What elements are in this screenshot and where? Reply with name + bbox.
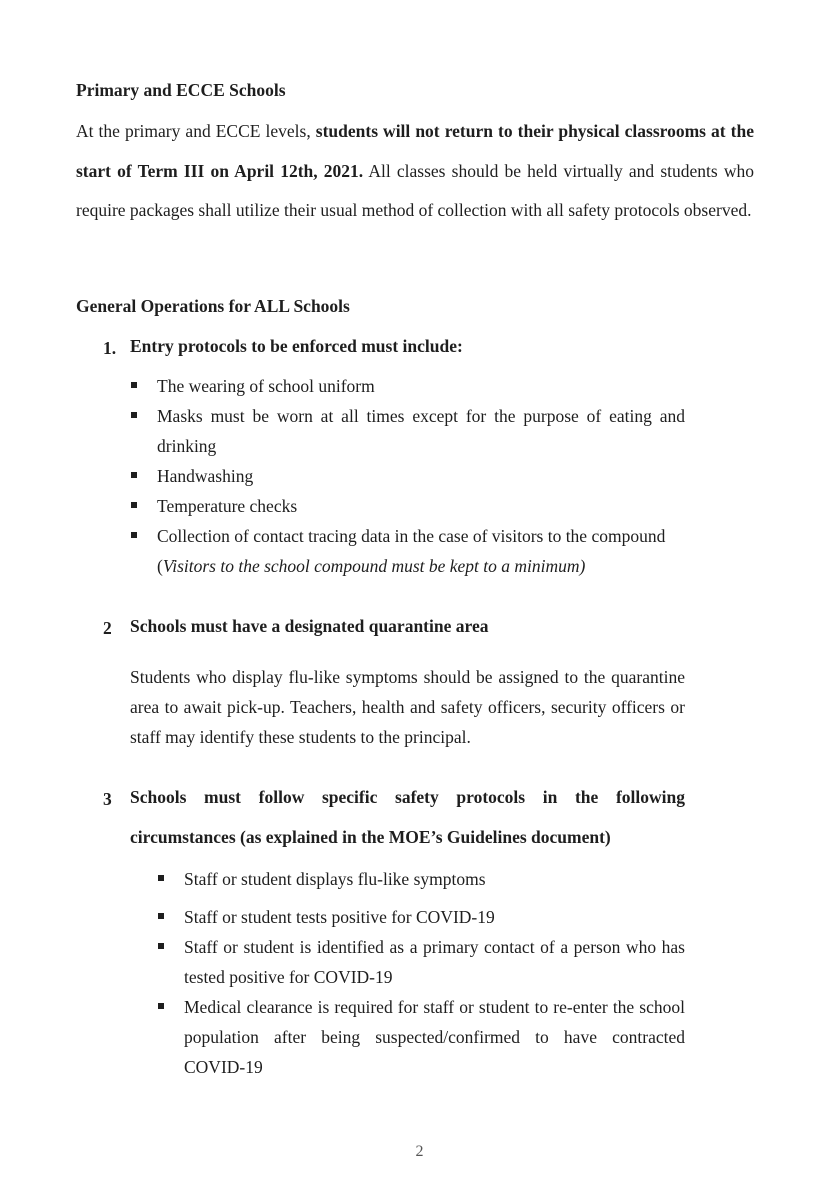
list-item: [157, 521, 685, 581]
item-number-3: 3: [103, 789, 112, 809]
safety-protocols-list: [184, 864, 685, 1082]
entry-protocols-list: [157, 371, 685, 581]
page-number: 2: [415, 1143, 424, 1160]
section-heading-general-operations: General Operations for ALL Schools: [76, 296, 350, 316]
item-title-entry-protocols: Entry protocols to be enforced must include:: [130, 336, 463, 356]
item-number-2: 2: [103, 618, 112, 638]
list-item: Staff or student tests positive for COVID-19: [184, 902, 685, 932]
list-item: The wearing of school uniform: [157, 371, 685, 401]
list-item: Staff or student displays flu-like symptoms: [184, 864, 685, 894]
list-item: Handwashing: [157, 461, 685, 491]
list-item: Masks must be worn at all times except for the purpose of eating and drinking: [157, 401, 685, 461]
quarantine-paragraph: Students who display flu-like symptoms should be assigned to the quarantine area to await pick-up. Teachers, health and safety officers, security officers or staff may identify these students to the principal.: [130, 667, 685, 747]
intro-text-start: At the primary and ECCE levels,: [76, 121, 316, 141]
item-number-1: 1.: [103, 338, 117, 358]
list-item: Staff or student is identified as a primary contact of a person who has tested positive for COVID-19: [184, 932, 685, 992]
item-title-quarantine-area: Schools must have a designated quarantine area: [130, 616, 489, 636]
intro-text-end: All classes should be held virtually and students who require packages shall utilize their usual method of collection with all safety protocols observed.: [76, 160, 754, 220]
item-title-safety-protocols: Schools must follow specific safety protocols in the following circumstances (as explained in the MOE’s Guidelines document): [130, 787, 685, 847]
intro-text-bold: students will not return to their physical classrooms at the start of Term III on April 12th, 2021.: [76, 121, 754, 181]
list-item: Temperature checks: [157, 491, 685, 521]
visitor-note: Visitors to the school compound must be kept to a minimum): [162, 556, 586, 576]
list-item-text: Collection of contact tracing data in the case of visitors to the compound: [157, 526, 666, 546]
intro-paragraph: [76, 112, 754, 231]
visitor-note-paren: (: [157, 556, 163, 576]
section-heading-primary-ecce: Primary and ECCE Schools: [76, 80, 286, 100]
list-item: Medical clearance is required for staff or student to re-enter the school population after being suspected/confirmed to have contracted COVID-19: [184, 992, 685, 1082]
